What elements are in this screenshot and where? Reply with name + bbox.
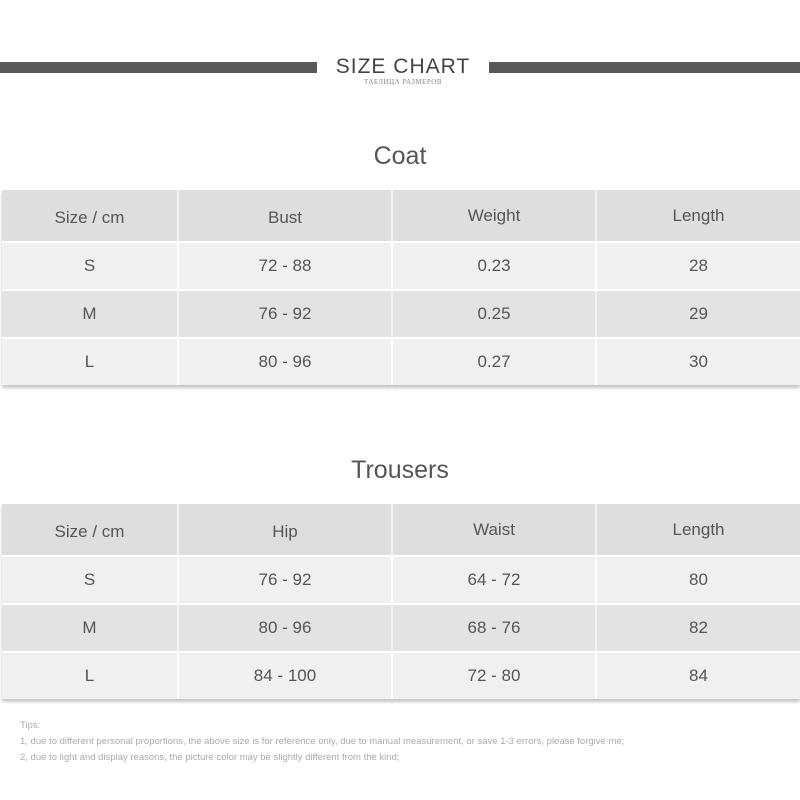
- hip-cell: 80 - 96: [179, 605, 393, 651]
- tips-line-2: 2, due to light and display reasons, the picture color may be slightly different from the kind;: [20, 752, 400, 763]
- size-chart-header: [0, 0, 800, 100]
- table-row: [2, 289, 800, 337]
- coat-table: [2, 190, 800, 385]
- coat-title: Coat: [373, 142, 427, 170]
- bust-cell: 72 - 88: [179, 243, 393, 289]
- column-header-bust: Bust: [179, 190, 393, 241]
- length-cell: 29: [597, 291, 800, 337]
- table-row: [2, 603, 800, 651]
- tips-line-1: 1, due to different personal proportions, the above size is for reference only, due to manual measurement, or save 1-3 errors, please forgive me;: [20, 736, 625, 747]
- weight-cell: 0.25: [393, 291, 597, 337]
- bust-cell: 76 - 92: [179, 291, 393, 337]
- size-cell: M: [2, 291, 179, 337]
- trousers-title: Trousers: [351, 456, 449, 484]
- bust-cell: 80 - 96: [179, 339, 393, 385]
- table-row: [2, 651, 800, 699]
- length-cell: 84: [597, 653, 800, 699]
- hip-cell: 84 - 100: [179, 653, 393, 699]
- length-cell: 82: [597, 605, 800, 651]
- header-bar-left: [0, 62, 317, 73]
- size-cell: S: [2, 557, 179, 603]
- header-title: SIZE CHART: [335, 55, 471, 78]
- waist-cell: 68 - 76: [393, 605, 597, 651]
- column-header-size: Size / cm: [2, 190, 179, 241]
- table-header-row: [2, 190, 800, 241]
- table-row: [2, 337, 800, 385]
- column-header-size: Size / cm: [2, 504, 179, 555]
- waist-cell: 72 - 80: [393, 653, 597, 699]
- table-header-row: [2, 504, 800, 555]
- hip-cell: 76 - 92: [179, 557, 393, 603]
- size-cell: M: [2, 605, 179, 651]
- table-row: [2, 555, 800, 603]
- tips-note: [20, 718, 790, 766]
- length-cell: 28: [597, 243, 800, 289]
- size-cell: L: [2, 653, 179, 699]
- column-header-length: Length: [597, 190, 800, 241]
- tips-heading: Tips:: [20, 720, 41, 731]
- waist-cell: 64 - 72: [393, 557, 597, 603]
- length-cell: 30: [597, 339, 800, 385]
- table-row: [2, 241, 800, 289]
- column-header-length: Length: [597, 504, 800, 555]
- size-cell: S: [2, 243, 179, 289]
- weight-cell: 0.27: [393, 339, 597, 385]
- column-header-hip: Hip: [179, 504, 393, 555]
- column-header-waist: Waist: [393, 504, 597, 555]
- header-bar-right: [489, 62, 800, 73]
- trousers-table: [2, 504, 800, 699]
- header-subtitle: ТАБЛИЦА РАЗМЕРОВ: [363, 78, 443, 86]
- weight-cell: 0.23: [393, 243, 597, 289]
- length-cell: 80: [597, 557, 800, 603]
- column-header-weight: Weight: [393, 190, 597, 241]
- size-cell: L: [2, 339, 179, 385]
